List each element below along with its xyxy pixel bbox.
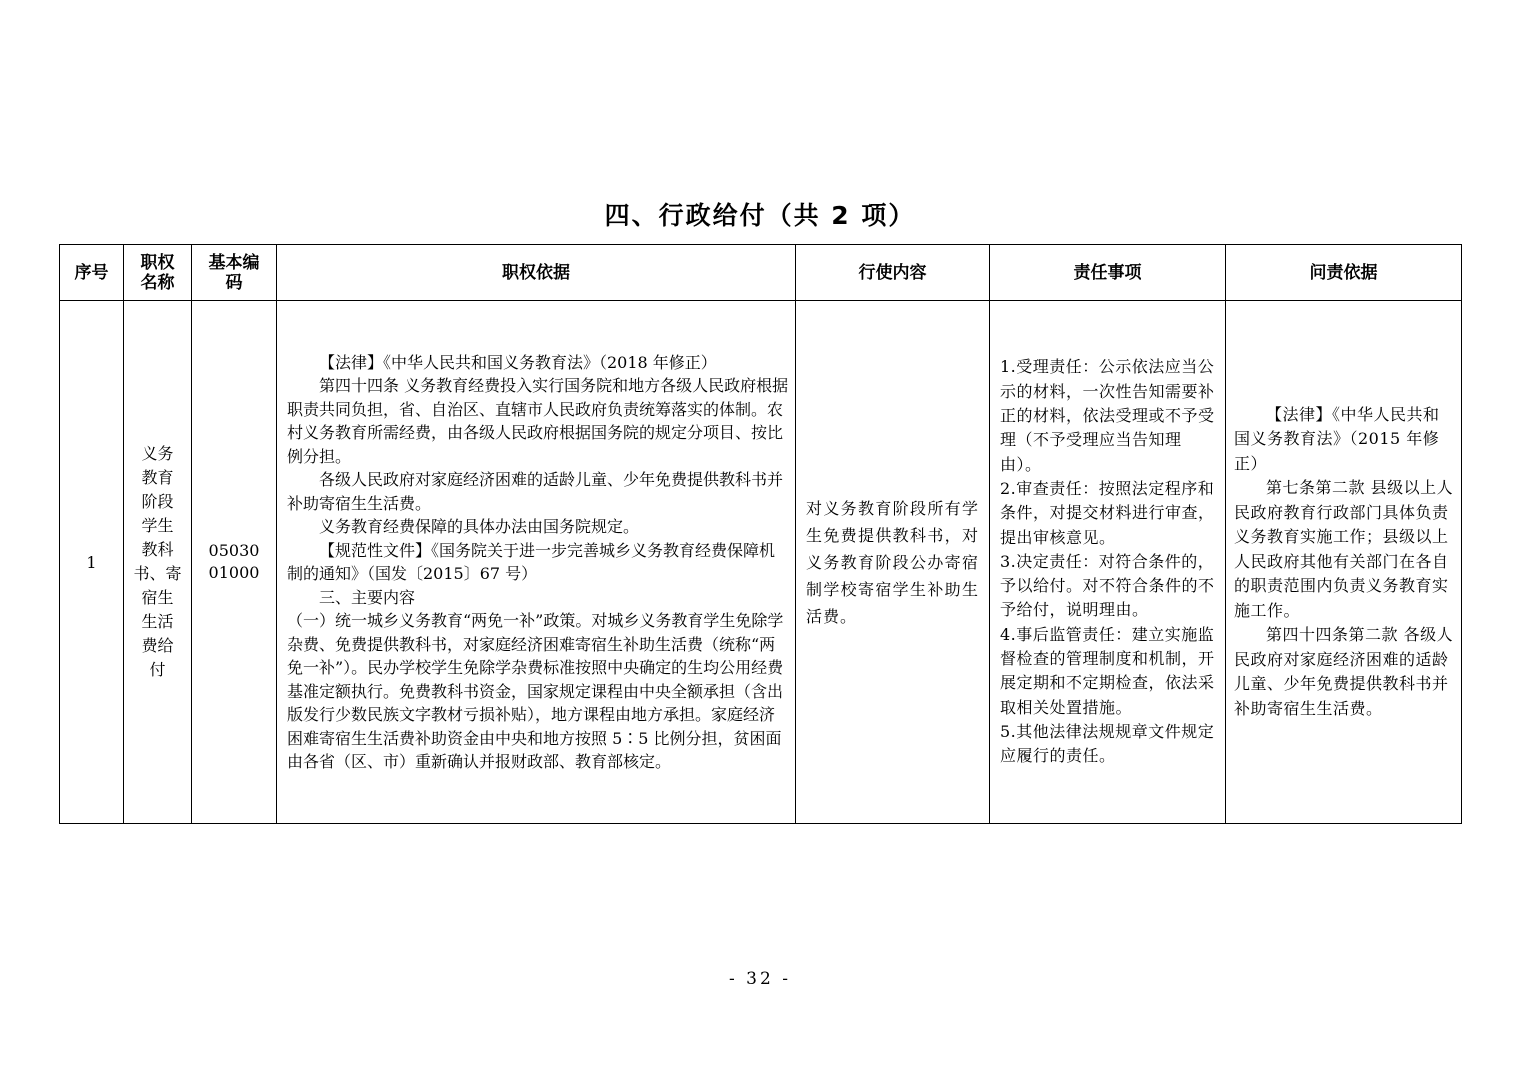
header-code: [192, 245, 277, 301]
basis-paragraph: 第四十四条 义务教育经费投入实行国务院和地方各级人民政府根据职责共同负担，省、自治区、直辖市人民政府负责统筹落实的体制。农村义务教育所需经费，由各级人民政府根据国务院的规定分项目、按比例分担。: [287, 376, 789, 466]
cell-exercise: 对义务教育阶段所有学生免费提供教科书，对义务教育阶段公办寄宿制学校寄宿学生补助生活费。: [796, 301, 990, 824]
table-header-row: [60, 245, 1462, 301]
code-line: 01000: [208, 563, 260, 582]
name-line: 教育: [141, 468, 174, 487]
basis-paragraph: 三、主要内容: [319, 587, 416, 607]
name-line: 义务: [141, 444, 174, 463]
responsibility-item: 5.其他法律法规规章文件规定应履行的责任。: [1000, 721, 1215, 766]
basis-paragraph: 义务教育经费保障的具体办法由国务院规定。: [319, 517, 640, 536]
responsibility-item: 3.决定责任：对符合条件的，予以给付。对不符合条件的不予给付，说明理由。: [1000, 551, 1215, 620]
accountability-paragraph: 第七条第二款 县级以上人民政府教育行政部门具体负责义务教育实施工作；县级以上人民政府其他有关部门在各自的职责范围内负责义务教育实施工作。: [1234, 478, 1454, 620]
name-line: 费给: [141, 636, 174, 655]
responsibility-item: 2.审查责任：按照法定程序和条件，对提交材料进行审查，提出审核意见。: [1000, 478, 1215, 547]
cell-seq: 1: [60, 301, 124, 824]
cell-basis: [277, 301, 796, 824]
cell-name: [124, 301, 192, 824]
header-seq: [60, 245, 124, 301]
name-line: 宿生: [141, 588, 174, 607]
header-seq-label: 序号: [74, 262, 109, 283]
header-code-line: 码: [225, 272, 243, 293]
cell-responsibility: [990, 301, 1226, 824]
header-name: [124, 245, 192, 301]
responsibility-item: 1.受理责任：公示依法应当公示的材料，一次性告知需要补正的材料，依法受理或不予受理（不予受理应当告知理由）。: [1000, 357, 1215, 474]
header-exercise-label: 行使内容: [858, 262, 927, 283]
accountability-paragraph: 第四十四条第二款 各级人民政府对家庭经济困难的适龄儿童、少年免费提供教科书并补助寄宿生生活费。: [1234, 625, 1454, 718]
name-line: 生活: [141, 612, 174, 631]
name-line: 学生: [141, 516, 174, 535]
name-line: 书、寄: [133, 564, 182, 583]
header-name-line: 职权: [140, 252, 175, 273]
basis-paragraph: （一）统一城乡义务教育“两免一补”政策。对城乡义务教育学生免除学杂费、免费提供教科书，对家庭经济困难寄宿生补助生活费（统称“两免一补”）。民办学校学生免除学杂费标准按照中央确定的生均公用经费基准定额执行。免费教科书资金，国家规定课程由中央全额承担（含出版发行少数民族文字教材亏损补贴），地方课程由地方承担。家庭经济困难寄宿生生活费补助资金由中央和地方按照 5∶5 比例分担，贫困面由各省（区、市）重新确认并报财政部、教育部核定。: [287, 611, 784, 771]
name-line: 阶段: [141, 492, 174, 511]
header-accountability: [1226, 245, 1462, 301]
header-name-line: 名称: [140, 272, 175, 293]
header-basis-label: 职权依据: [502, 262, 570, 283]
header-responsibility: [990, 245, 1226, 301]
header-accountability-label: 问责依据: [1309, 262, 1378, 283]
header-responsibility-label: 责任事项: [1073, 262, 1142, 283]
header-exercise: [796, 245, 990, 301]
page-title: 四、行政给付（共 2 项）: [604, 201, 916, 230]
accountability-paragraph: 【法律】《中华人民共和国义务教育法》（2015 年修正）: [1234, 404, 1440, 473]
name-line: 教科: [141, 540, 174, 559]
name-line: 付: [149, 660, 166, 679]
responsibility-item: 4.事后监管责任：建立实施监督检查的管理制度和机制，开展定期和不定期检查，依法采取相关处置措施。: [1000, 624, 1215, 717]
cell-accountability: [1226, 301, 1462, 824]
basis-paragraph: 【法律】《中华人民共和国义务教育法》（2018 年修正）: [319, 352, 717, 372]
cell-code: [192, 301, 277, 824]
basis-paragraph: 【规范性文件】《国务院关于进一步完善城乡义务教育经费保障机制的通知》（国发〔2015〕67 号）: [287, 540, 776, 583]
basis-paragraph: 各级人民政府对家庭经济困难的适龄儿童、少年免费提供教科书并补助寄宿生生活费。: [287, 470, 784, 513]
duty-table: [59, 244, 1462, 824]
table-row: [60, 301, 1462, 824]
header-code-line: 基本编: [208, 252, 260, 273]
page-number: - 32 -: [729, 969, 791, 989]
code-line: 05030: [208, 541, 260, 560]
header-basis: [277, 245, 796, 301]
